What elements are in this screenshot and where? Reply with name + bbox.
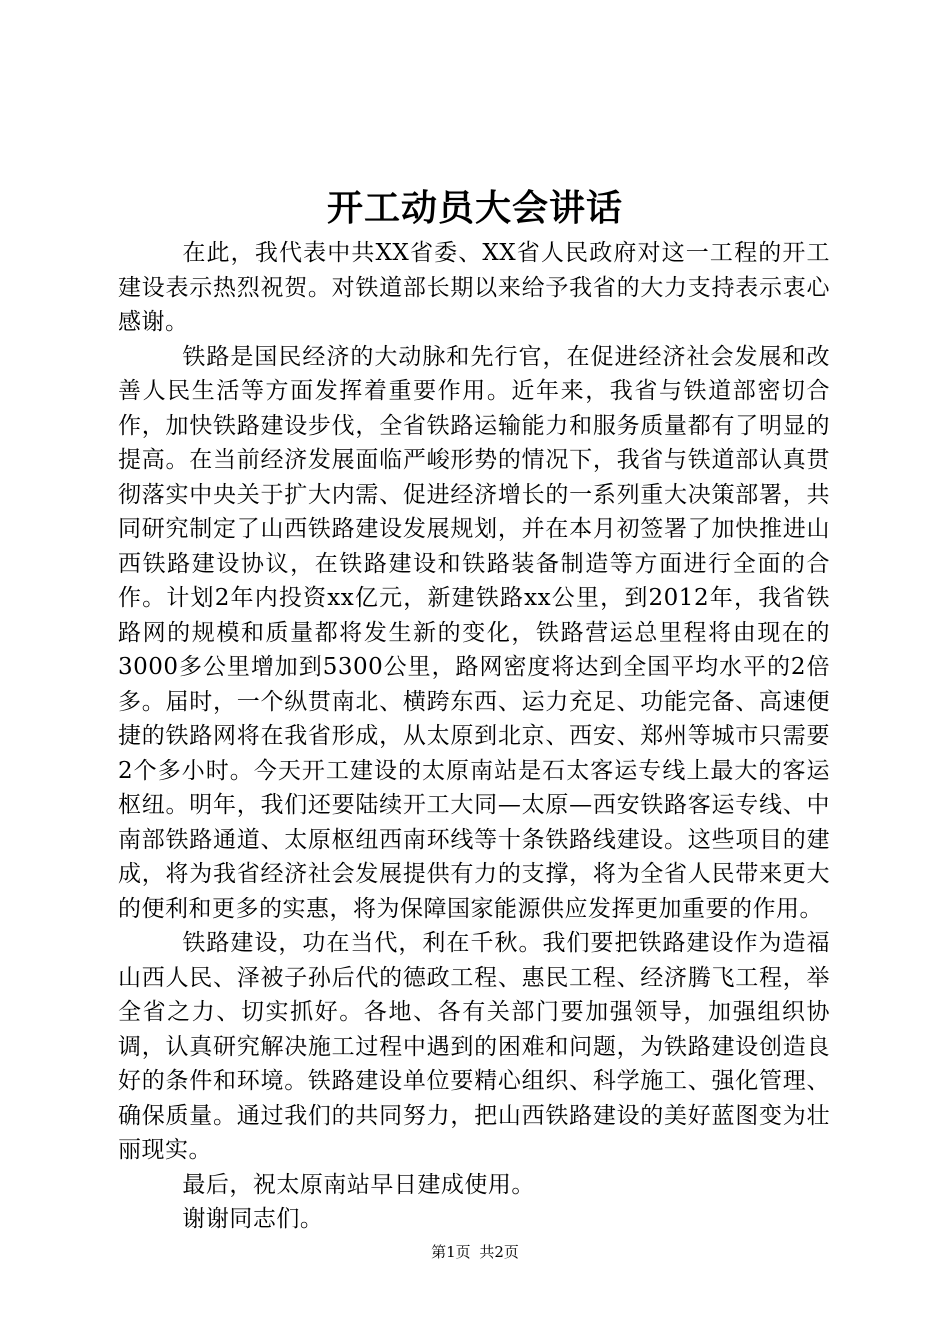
page-footer	[0, 1241, 950, 1263]
document-body	[118, 236, 830, 1237]
paragraph-congratulations: 在此，我代表中共XX省委、XX省人民政府对这一工程的开工建设表示热烈祝贺。对铁道部长期以来给予我省的大力支持表示衷心感谢。	[118, 240, 830, 335]
paragraph-railway-construction-call: 铁路建设，功在当代，利在千秋。我们要把铁路建设作为造福山西人民、泽被子孙后代的德政工程、惠民工程、经济腾飞工程，举全省之力、切实抓好。各地、各有关部门要加强领导，加强组织协调，认真研究解决施工过程中遇到的困难和问题，为铁路建设创造良好的条件和环境。铁路建设单位要精心组织、科学施工、强化管理、确保质量。通过我们的共同努力，把山西铁路建设的美好蓝图变为壮丽现实。	[118, 930, 830, 1163]
paragraph-thanks: 谢谢同志们。	[182, 1206, 324, 1232]
paragraph-railway-development: 铁路是国民经济的大动脉和先行官，在促进经济社会发展和改善人民生活等方面发挥着重要作用。近年来，我省与铁道部密切合作，加快铁路建设步伐，全省铁路运输能力和服务质量都有了明显的提高。在当前经济发展面临严峻形势的情况下，我省与铁道部认真贯彻落实中央关于扩大内需、促进经济增长的一系列重大决策部署，共同研究制定了山西铁路建设发展规划，并在本月初签署了加快推进山西铁路建设协议，在铁路建设和铁路装备制造等方面进行全面的合作。计划2年内投资xx亿元，新建铁路xx公里，到2012年，我省铁路网的规模和质量都将发生新的变化，铁路营运总里程将由现在的3000多公里增加到5300公里，路网密度将达到全国平均水平的2倍多。届时，一个纵贯南北、横跨东西、运力充足、功能完备、高速便捷的铁路网将在我省形成，从太原到北京、西安、郑州等城市只需要2个多小时。今天开工建设的太原南站是石太客运专线上最大的客运枢纽。明年，我们还要陆续开工大同—太原—西安铁路客运专线、中南部铁路通道、太原枢纽西南环线等十条铁路线建设。这些项目的建成，将为我省经济社会发展提供有力的支撑，将为全省人民带来更大的便利和更多的实惠，将为保障国家能源供应发挥更加重要的作用。	[118, 343, 830, 922]
page-total: 共2页	[479, 1243, 519, 1261]
document-title: 开工动员大会讲话	[326, 187, 623, 229]
page-number: 第1页	[431, 1243, 471, 1261]
paragraph-closing-wish: 最后，祝太原南站早日建成使用。	[182, 1171, 535, 1198]
